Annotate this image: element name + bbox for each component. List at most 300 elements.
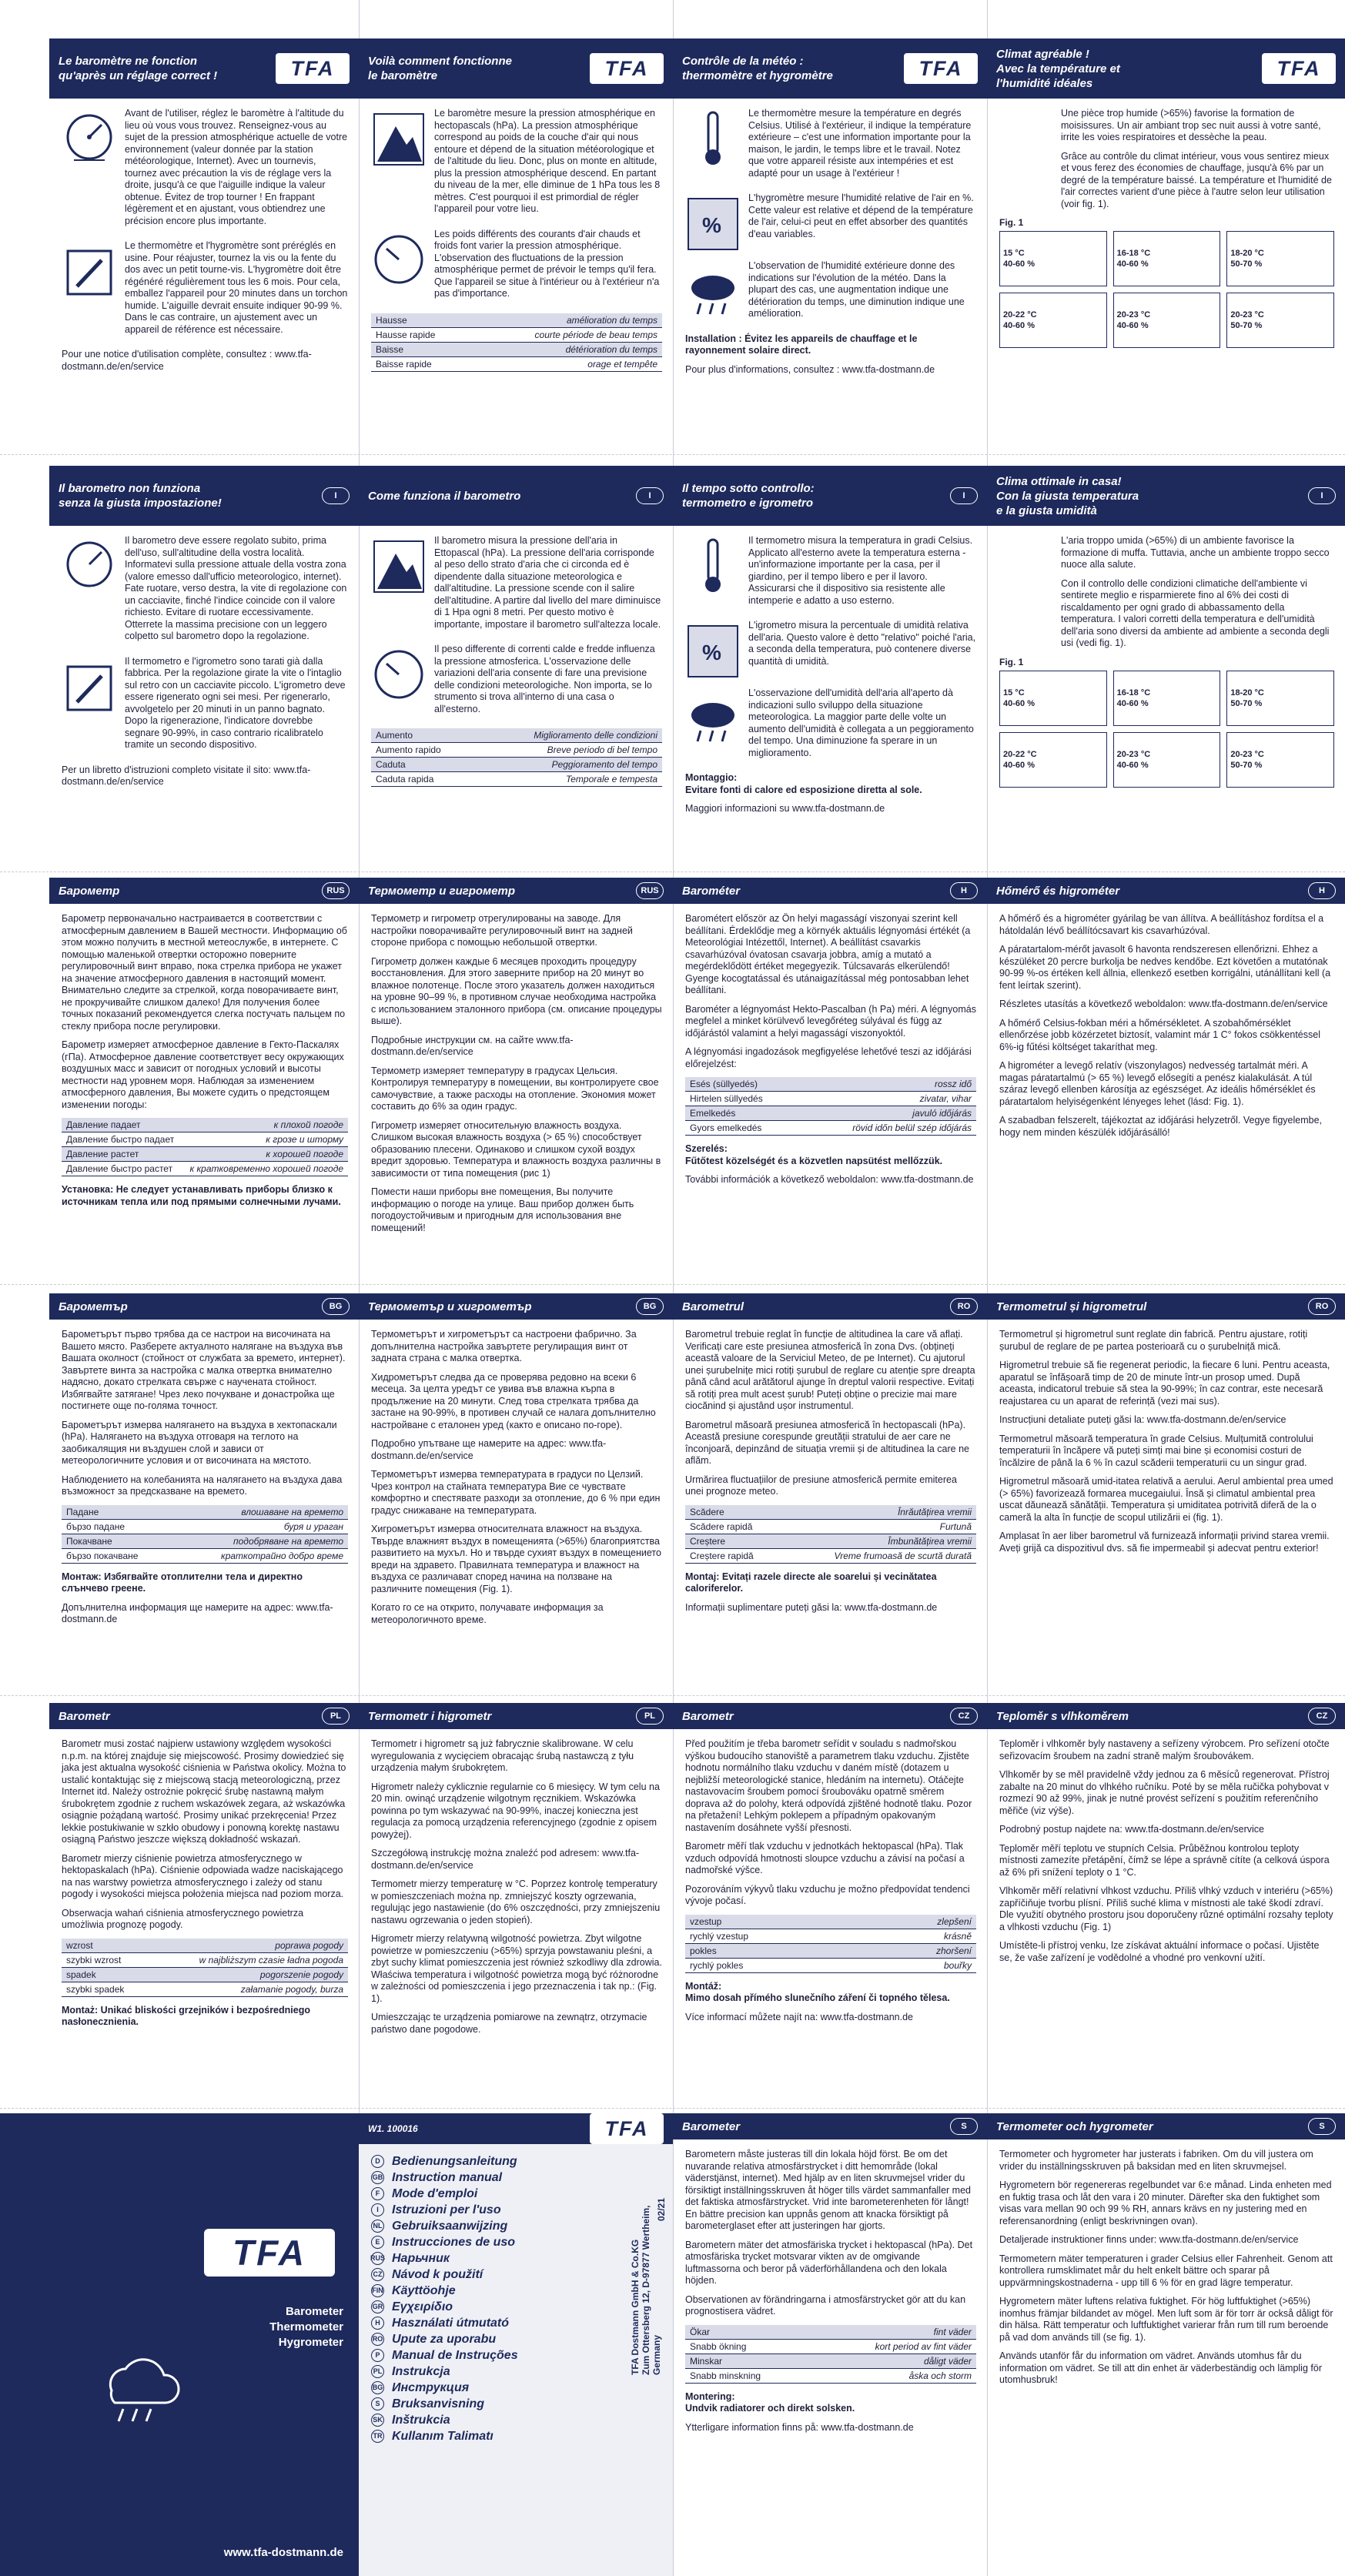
panel-it-2 [359,466,673,866]
paragraph: Hygrometern mäter luftens relativa fuktighet. För hög luftfuktighet (>65%) inomhus främjar bildandet av mögel. Men luft som är för torr är också dåligt för din hälsa. Rätt temperatur och luftfuktighet varierar från rum till rum beroende på vad dom används till (se fig. 1). [999,2296,1333,2343]
paragraph: Barometr mierzy ciśnienie powietrza atmosferycznego w hektopaskalach (hPa). Ciśnienie odpowiada wadze naciskającego na nas warstwy powietrza atmosferycznego i zależy od stanu pogody i wysokości miejsca położenia miejsca nad poziom morza. [62,1852,344,1899]
paragraph: Barometern mäter det atmosfäriska trycket i hektopascal (hPa). Det atmosfäriska trycket motsvarar vikten av de omgivande luftmassorna och beror på väderförhållandena och den lokala höjden. [685,2239,973,2286]
table-row: rychlý vzestup krásně [685,1929,976,1943]
paragraph: Barometr musi zostać najpierw ustawiony względem wysokości n.p.m. na której znajduje się miejscowość. Prosimy dowiedzieć się jaka jest aktualna wysokość ciśnienia w Państwa okolicy. Można to ustalić kontaktując się z miejscową stacją meteorologiczną, przez Internet itd. Należy ostrożnie pokręcić śrubę nastawną małym śrubokrętem zgodnie z ruchem wskazówek zegara, aż wskazówka osiągnie pożądaną wartość. Prosimy unikać przekręcenia! Przez lekkie postukiwanie w szkło obudowy i ponowną korektę nastawu osiągną Państwo jeszcze większą dokładność wskazań. [62,1738,346,1845]
paragraph: A páratartalom-mérőt javasolt 6 havonta rendszeresen ellenőrizni. Ehhez a készüléket 20 percre burkolja be nedves kendőbe. Ezt követően a mutatónak 90-99 %-os értéken kell állnia, ellenkező esetben korrigálni, utánállítani kell (a fent leírtak szerint). [999,944,1331,991]
language-badge: BG [322,1298,350,1315]
panel-title: Термометр и гигрометр [368,884,516,898]
figure-label: Fig. 1 [999,217,1024,228]
table-row: Gyors emelkedés rövid időn belül szép időjárás [685,1121,976,1136]
panel-header [359,1703,673,1729]
language-badge: I [950,487,978,504]
language-badge: RO [1308,1298,1336,1315]
paragraph: Гигрометр измеряет относительную влажность воздуха. Слишком высокая влажность воздуха (> 65 %) способствует образованию плесени. Одинаково и слишком сухой воздух вредит здоровью. Температура и влажность воздуха различны в зависимости от типа помещения (рис 1) [371,1119,661,1179]
table-row: Scădere Înrăutățirea vremii [685,1505,976,1520]
paragraph: Instrucțiuni detaliate puteți găsi la: www.tfa-dostmann.de/en/service [999,1414,1286,1425]
paragraph: Con il controllo delle condizioni climatiche dell'ambiente vi sentirete meglio e risparmierete fino al 6% dei costi di riscaldamento per ogni grado di abbassamento della temperatura. I valori corretti della temperatura e dell'umidità dell'aria sono diversi da ambiente ad ambiente a seconda degli usi (vedi fig. 1). [1061,577,1330,648]
paragraph: L'osservazione dell'umidità dell'aria all'aperto dà indicazioni sullo sviluppo della situazione meteorologica. La maggior parte delle volte un aumento dell'umidità è collegata a un peggioramento del tempo. Una diminuzione fa sperare in un miglioramento. [748,687,974,758]
paragraph: Pour une notice d'utilisation complète, consultez : www.tfa-dostmann.de/en/service [62,349,312,372]
paragraph: Higrometr należy cyklicznie regularnie co 6 miesięcy. W tym celu na 20 min. owinąć urządzenie wilgotnym ręcznikiem. Wskazówka powinna po tym wskazywać na 90-99%, inaczej konieczna jest regulacja za pomocą urządzenia referencyjnego (zgodnie z opisem powyżej). [371,1781,660,1840]
table-row: Snabb ökning kort period av fint väder [685,2339,976,2354]
tfa-logo: TFA [1262,53,1336,84]
paragraph: Barometr měří tlak vzduchu v jednotkách hektopascal (hPa). Tlak vzduch odpovídá hmotnosti sloupce vzduchu a závisí na počasí a nadmořské výšce. [685,1841,965,1875]
panel-pl-2 [359,1703,673,2103]
product-name: Barometer [285,2305,343,2318]
panel-ro-1 [673,1293,987,1694]
pressure-table [371,728,662,787]
table-row: wzrost poprawa pogody [62,1939,348,1953]
paragraph: Il barometro misura la pressione dell'aria in Ettopascal (hPa). La pressione dell'aria corrisponde al peso dello strato d'aria che ci circonda ed è dipendente dalla situazione meteorologica e dall'altitudine. La pressione scende con il salire dell'altitudine. A partire dal livello del mare diminuisce di 1 Hpa ogni 8 metri. Per questo motivo è importante, impostare il barometro sull'altezza locale. [434,535,661,630]
paragraph: Le baromètre mesure la pression atmosphérique en hectopascals (hPa). La pression atmosphérique correspond au poids de la couche d'air qui nous entoure et dépend de la situation météorologique et de l'altitude du lieu. Donc, plus on monte en altitude, plus la pression atmosphérique descend. En partant du niveau de la mer, elle diminue de 1 hPa tous les 8 mètres. C'est pourquoi il est primordial de régler l'appareil pour votre lieu. [434,108,661,214]
pressure-table [685,1077,976,1136]
panel-header [359,878,673,904]
table-row: Давление быстро растет к кратковременно хорошей погоде [62,1162,348,1176]
list-item: S Bruksanvisning [371,2396,662,2412]
paragraph: A hőmérő és a higrométer gyárilag be van állítva. A beállításhoz fordítsa el a hátoldalán lévő beállítócsavart kis csavarhúzóval. [999,913,1324,936]
paragraph: Vlhkoměr by se měl pravidelně vždy jednou za 6 měsíců regenerovat. Přístroj zabalte na 20 minut do vlhkého ručníku. Poté by se měla ručička pohybovat v rozmezí 90 až 99%, jinak je nutné provést seřízení s použitím referenčního měřiče (viz výše). [999,1769,1330,1816]
paragraph: Termometr mierzy temperaturę w °C. Poprzez kontrolę temperatury w pomieszczeniach można np. zmniejszyć koszty ogrzewania, regulując jego nastawienie (do 6% oszczędności, przy zmniejszeniu nastawu ogrzewania o jeden stopień). [371,1878,661,1925]
list-item: PL Instrukcja [371,2364,662,2380]
pressure-table [685,1915,976,1973]
gauge-icon [371,229,427,290]
paragraph: Vlhkoměr měří relativní vlhkost vzduchu. Příliš vlhký vzduch v interiéru (>65%) zapříčiňuje tvorbu plísní. Příliš suché klima v místnosti ale také škodí zdraví. Dle využití obytného prostoru jsou doporučeny různé optimální rozsahy teploty a vlhkosti vzduchu (Fig. 1) [999,1885,1333,1932]
paragraph: Installation : Évitez les appareils de chauffage et le rayonnement solaire direct. [685,333,918,356]
paragraph: Szerelés: Fűtőtest közelségét és a közvetlen napsütést mellőzzük. [685,1143,943,1166]
cut-line [0,1695,1345,1696]
panel-se-2 [987,2113,1345,2576]
paragraph: Termometer och hygrometer har justerats i fabriken. Om du vill justera om vrider du inställningsskruven på baksidan med en liten skruvmejsel. [999,2149,1313,2172]
barometer-icon [62,535,117,597]
figure-cell: 15 °C 40-60 % [999,671,1107,726]
panel-title: Termometr i higrometr [368,1709,492,1723]
paragraph: Montaggio: Evitare fonti di calore ed esposizione diretta al sole. [685,772,922,795]
panel-se-1 [673,2113,987,2576]
paragraph: Montaż: Unikać bliskości grzejników i bezpośredniego nasłonecznienia. [62,2004,310,2027]
panel-title: Barometr [59,1709,110,1723]
table-row: Esés (süllyedés) rossz idő [685,1077,976,1092]
paragraph: Подробно упътване ще намерите на адрес: www.tfa-dostmann.de/en/service [371,1438,607,1461]
paragraph: Montering: Undvik radiatorer och direkt solsken. [685,2390,855,2414]
panel-fr-1 [49,38,359,439]
language-badge: RUS [636,882,664,899]
paragraph: Помести наши приборы вне помещения, Вы получите информацию о погоде на улице. Ваш прибор должен быть погодоустойчивым и пригодным для использования вне помещений! [371,1186,634,1233]
product-name: Hygrometer [278,2336,343,2349]
panel-header [359,38,673,99]
cloud-icon [685,260,741,322]
figure-cell: 20-23 °C 40-60 % [1113,293,1221,348]
table-row: Hirtelen süllyedés zivatar, vihar [685,1092,976,1106]
paragraph: A szabadban felszerelt, tájékoztat az időjárási helyzetről. Vegye figyelembe, hogy nem minden készülék időjárásálló! [999,1115,1322,1138]
table-row: Hausse amélioration du temps [371,313,662,328]
panel-title: Come funziona il barometro [368,489,521,503]
panel-title: Barométer [682,884,741,898]
language-badge: I [636,487,664,504]
panel-title: Il tempo sotto controllo: termometro e igrometro [682,482,815,510]
figure-cell: 18-20 °C 50-70 % [1226,671,1334,726]
figure-cell: 20-23 °C 40-60 % [1113,732,1221,788]
paragraph: Монтаж: Избягвайте отоплителни тела и директно слънчево греене. [62,1571,303,1594]
cloud-icon [685,687,741,749]
table-row: Baisse rapide orage et tempête [371,356,662,371]
list-item: F Mode d'emploi [371,2186,662,2202]
language-badge: PL [636,1708,664,1725]
humidity-icon [685,620,741,681]
svg-text:%: % [702,213,721,237]
paragraph: L'hygromètre mesure l'humidité relative de l'air en %. Cette valeur est relative et dépend de la température de l'air, celui-ci peut en effet absorber des quantités d'eau variables. [748,192,974,239]
paragraph: Le thermomètre mesure la température en degrés Celsius. Utilisé à l'extérieur, il indique la température extérieure – c'est une information importante pour la maison, le jardin, le temps libre et le travail. Notez que votre appareil résiste aux intempéries et est adapté pour un usage à l'extérieur ! [748,108,972,179]
panel-header [49,878,359,904]
paragraph: Термометърът и хигрометърът са настроени фабрично. За допълнителна настройка завъртете регулиращия винт от задната страна с малка отвертка. [371,1329,637,1363]
screwdriver-icon [62,240,117,302]
paragraph: Pour plus d'informations, consultez : www.tfa-dostmann.de [685,363,935,375]
list-item: I Istruzioni per l'uso [371,2202,662,2218]
paragraph: Когато го се на открито, получавате информация за метеорологичното време. [371,1602,604,1625]
table-row: pokles zhoršení [685,1943,976,1958]
table-row: Давление растет к хорошей погоде [62,1147,348,1162]
paragraph: Barometern måste justeras till din lokala höjd först. Be om det nuvarande relativa atmosfärstrycket i ditt hemområde (lokal väderstjänst, internet). Med hjälp av en liten skruvmejsel vrider du försiktigt inställningsskruven åt höger tills värdet sammanfaller med det faktiska atmosfärstrycket. Vrid inte barometerenheten för långt! En bättre precision kan uppnås genom att knacka försiktigt på barometerglaset efter att justeringen har gjorts. [685,2149,971,2231]
list-item: BG Инструкция [372,2381,470,2394]
panel-header [673,1293,987,1320]
figure-cell: 20-22 °C 40-60 % [999,293,1107,348]
paragraph: Umístěte-li přístroj venku, lze získávat aktuální informace o počasí. Ujistěte se, že vaše zařízení je vodědolné a vhodné pro venkovní užití. [999,1940,1320,1963]
figure-cell: 20-23 °C 50-70 % [1226,293,1334,348]
panel-header [49,466,359,526]
panel-header [987,878,1345,904]
paragraph: Montáž: Mimo dosah přímého slunečního záření či topného tělesa. [685,1980,950,2003]
product-list [269,2304,343,2350]
panel-cz-1 [673,1703,987,2103]
list-item: SK Inštrukcia [371,2412,662,2428]
paragraph: Används utanför får du information om vädret. Används utomhus får du information om vädret. Se till att din enhet är väderbeständig och lämplig för utomhusbruk! [999,2350,1322,2385]
website-url: www.tfa-dostmann.de [223,2546,343,2559]
table-row: Давление падает к плохой погоде [62,1118,348,1132]
language-badge: S [1308,2118,1336,2135]
paragraph: Подробные инструкции см. на сайте www.tfa-dostmann.de/en/service [371,1034,574,1057]
mountain-icon [371,108,427,169]
table-row: szybki wzrost w najbliższym czasie ładna pogoda [62,1952,348,1967]
panel-h-2 [987,878,1345,1278]
panel-header [987,2113,1345,2139]
panel-header [359,466,673,526]
panel-header [673,878,987,904]
paragraph: Barométert először az Ön helyi magasságí viszonyai szerint kell beállítani. Érdeklődje meg a környék aktuális légnyomási értékét (a Meteorológiai Intézettől, Internet). A beállítást csavarkis csavarhúzóval óvatosan csavarja jobbra, amíg a mutató a megérdeklődött értéket megegyezik. Túlcsavarás elkerülendő! Gyenge kocogtatással és utánaigazítással még pontosabban lehet beállítani. [685,913,971,995]
panel-title: Barometer [682,2119,741,2133]
language-badge: I [322,487,350,504]
paragraph: Hygrometern bör regenereras regelbundet var 6:e månad. Linda enheten med en fuktig trasa och låt den vara i 20 minuter. Därefter ska den fuktighet som visas vara mellan 90 och 99 % RH, annars krävs en ny justering med en referensanordning (enligt beskrivningen ovan). [999,2180,1332,2226]
tfa-logo: TFA [276,53,350,84]
language-badge: BG [636,1298,664,1315]
tfa-logo: TFA [590,2113,664,2144]
pressure-table [62,1939,348,1997]
panel-it-1 [49,466,359,866]
paragraph: L'igrometro misura la percentuale di umidità relativa dell'aria. Questo valore è detto "relativo" poiché l'aria, a seconda della temperatura, può contenere diverse quantità di umidità. [748,620,976,667]
list-item: CZ Návod k použití [371,2267,662,2283]
paragraph: Per un libretto d'istruzioni completo visitate il sito: www.tfa-dostmann.de/en/service [62,764,311,787]
list-item: E Instrucciones de uso [371,2234,662,2250]
paragraph: Термометр и гигрометр отрегулированы на заводе. Для настройки поворачивайте регулировочный винт на задней стороне прибора с помощью небольшой отвертки. [371,913,633,948]
paragraph: Před použitím je třeba barometr seřídit v souladu s nadmořskou výškou budoucího stanoviště a parametrem tlaku vzduchu. Zjistěte hodnotu normálního tlaku vzduchu v daném místě (dotazem u nejbližší meteorologické stanice, hledáním na internetu). Otáčejte nastavovacím šroubem pomocí šroubováku opatrně směrem doprava až do polohy, která odpovídá zjištěné hodnotě tlaku. Pozor na přetažení! Lehkým poklepem a případným opakovaným nastavením dosáhnete vyšší přesnosti. [685,1738,972,1833]
paragraph: Higrometrul măsoară umid-itatea relativă a aerului. Aerul ambiental prea umed (> 65%) favorizează formarea mucegaiului. Însă și climatul ambiental prea uscat dăunează sănătății. Temperatura și umiditatea potrivită diferă de la o cameră la alta în funcție de scopul utilizării ei (fig. 1). [999,1476,1333,1523]
list-item: NL Gebruiksaanwijzing [371,2218,662,2234]
table-row: Snabb minskning åska och storm [685,2368,976,2383]
paragraph: Барометърът измерва налягането на въздуха в хектопаскали (hPa). Налягането на въздуха отговаря на теглото на заобикалящия ни въздушен слой и зависи от метеорологичните условия и от височината на мястото. [62,1419,337,1466]
list-item: RUS Нaрьчник [370,2252,450,2265]
paragraph: Барометр измеряет атмосферное давление в Гекто-Паскалях (гПа). Атмосферное давление соответствует весу окружающих воздушных масс и зависит от погодных условий и высоты местности над уровнем моря. Наблюдая за изменением атмосферного давления, Вы можете судить о предстоящем изменении погоды: [62,1039,344,1110]
paragraph: Termometr i higrometr są już fabrycznie skalibrowane. W celu wyregulowania z wycięciem obracając śrubą nastawczą z tyłu urządzenia małym śrubokrętem. [371,1738,634,1773]
paragraph: Podrobný postup najdete na: www.tfa-dostmann.de/en/service [999,1824,1264,1835]
language-badge: CZ [950,1708,978,1725]
panel-title: Climat agréable ! Avec la température et l'humidité idéales [996,47,1120,90]
paragraph: Termometrul măsoară temperatura în grade Celsius. Mulțumită controlului temperaturii în încăpere vă puteți simți mai bine și economisi costuri de încălzire de până la 6 % în cazul scăderii temperaturii cu un singur grad. [999,1433,1313,1468]
language-badge: S [950,2118,978,2135]
paragraph: Teploměr i vlhkoměr byly nastaveny a seřízeny výrobcem. Pro seřízení otočte seřizovacím šroubem na zadní straně malým šroubovákem. [999,1738,1330,1761]
figure-cell: 18-20 °C 50-70 % [1226,231,1334,286]
list-item: P Manual de Instruções [371,2347,662,2364]
panel-title: Hőmérő és higrométer [996,884,1120,898]
paragraph: Více informací můžete najít na: www.tfa-dostmann.de [685,2011,913,2022]
paragraph: Szczegółową instrukcję można znaleźć pod adresem: www.tfa-dostmann.de/en/service [371,1848,640,1871]
language-badge: CZ [1308,1708,1336,1725]
paragraph: Термометърът измерва температурата в градуси по Целзий. Чрез контрол на стайната температура Вие се чувствате комфортно и спестявате разходи за отопление, до 6 % при един градус снижаване на температурата. [371,1469,661,1516]
panel-title: Termometer och hygrometer [996,2119,1153,2133]
gauge-icon [371,644,427,705]
language-badge: H [1308,882,1336,899]
panel-header [673,38,987,99]
table-row: Aumento rapido Breve periodo di bel tempo [371,743,662,758]
figure-cell: 20-23 °C 50-70 % [1226,732,1334,788]
barometer-icon [62,108,117,169]
table-row: Падане влошаване на времето [62,1505,348,1520]
paragraph: Higrometr mierzy relatywną wilgotność powietrza. Zbyt wilgotne powietrze w pomieszczeniu (>65%) sprzyja powstawaniu pleśni, a zbyt suchy klimat pomieszczenia jest również szkodliwy dla zdrowia. Właściwa temperatura i wilgotność powietrza mogą być różnorodne w zależności od pomieszczenia i jego przeznaczenia i tak np.: (Fig. 1). [371,1933,662,2004]
list-item: D Bedienungsanleitung [371,2153,662,2170]
paragraph: Il termometro e l'igrometro sono tarati già dalla fabbrica. Per la regolazione girate la vite o l'intaglio sul retro con un cacciavite piccolo. L'igrometro deve essere rigenerato ogni sei mesi. Per rigenerarlo, avvolgetelo per 20 minuti in un panno bagnato. Dopo la rigenerazione, l'indicatore dovrebbe segnare 90-99%, in caso contrario ricalibratelo tramite un secondo dispositivo. [125,655,346,750]
panel-fr-4 [987,38,1345,439]
paragraph: Urmărirea fluctuațiilor de presiune atmosferică permite emiterea unei prognoze meteo. [685,1474,957,1497]
panel-ro-2 [987,1293,1345,1694]
table-row: бързо падане буря и ураган [62,1519,348,1534]
table-row: Minskar dåligt väder [685,2354,976,2368]
paragraph: Termometrul și higrometrul sunt reglate din fabrică. Pentru ajustare, rotiți șurubul de reglare de pe partea posterioară cu o șurubelniță mică. [999,1329,1308,1352]
print-date: 02/21 [656,2197,667,2221]
paragraph: Barometrul trebuie reglat în funcție de altitudinea la care vă aflați. Verificați care este presiunea atmosferică în zona Dvs. (obțineți această valoare de la Serviciul Meteo, de pe Internet). Cu ajutorul unei șurubelnițe mici rotiți șurubul de reglare cu atenție spre dreapta până când acul arătătorul ajunge în dreptul valorii respective. Evitați să rotiți prea mult acest șurub! Puteți obține o precizie mai mare ciocănind și ajustând ușor instrumentul. [685,1329,975,1411]
pressure-table [685,1505,976,1564]
table-row: Давление быстро падает к грозе и шторму [62,1132,348,1147]
paragraph: A higrométer a levegő relatív (viszonylagos) nedvesség tartalmát méri. A magas páratartalmú (> 65 %) levegő elősegíti a penész kialakulását. A túl száraz levegő ellenben károsítja az egészséget. Az ideális hőmérséklet és páratartalom helyiségenként lényeges lehet (lásd: Fig. 1). [999,1060,1316,1107]
company-address: TFA Dostmann GmbH & Co.KG Zum Ottersberg 12, D-97877 Wertheim, Germany [630,2205,662,2375]
table-row: szybki spadek załamanie pogody, burza [62,1982,348,1996]
paragraph: További információk a következő weboldalon: www.tfa-dostmann.de [685,1174,974,1185]
panel-title: Barometrul [682,1300,744,1313]
panel-title: Il barometro non funziona senza la giusta impostazione! [59,482,222,510]
figure-cell: 20-22 °C 40-60 % [999,732,1107,788]
table-row: бързо покачване краткотрайно добро време [62,1548,348,1563]
paragraph: Observationen av förändringarna i atmosfärstrycket gör att du kan prognostisera vädret. [685,2293,966,2317]
panel-title: Teploměr s vlhkoměrem [996,1709,1129,1723]
cover-panel [0,2113,359,2576]
panel-title: Термометър и хигрометър [368,1300,532,1313]
svg-text:%: % [702,641,721,664]
paragraph: Pozorováním výkyvů tlaku vzduchu je možno předpovídat tendenci vývoje počasí. [685,1883,970,1906]
list-item: GB Instruction manual [372,2171,503,2184]
language-badge: PL [322,1708,350,1725]
paragraph: Il barometro deve essere regolato subito, prima dell'uso, sull'altitudine della vostra località. Informatevi sulla pressione attuale della vostra zona (valore emesso dall'ufficio meteorologico, internet). Fate ruotare, verso destra, la vite di regolazione con un cacciavite, finché l'indice coincide con il valore richiesto. Evitare di ruotare eccessivamente. Otterrete la massima precisione con un leggero colpetto sul barometro dopo la regolazione. [125,535,347,641]
paragraph: Részletes utasítás a következő weboldalon: www.tfa-dostmann.de/en/service [999,999,1328,1009]
panel-title: Le baromètre ne fonction qu'après un réglage correct ! [59,55,218,82]
thermometer-icon [685,535,741,597]
paragraph: Барометърът първо трябва да се настрои на височината на Вашето място. Разберете актуалното налягане на въздуха във Вашата околност (стойност от службата за времето, интернет). Завъртете винта за настройка с малка отвертка внимателно надясно, докато стрелката свърже с научената стойност. Избягвайте затягане! Чрез леко почукване и донастройка ще постигнете още по-голяма точност. [62,1329,346,1411]
panel-h-1 [673,878,987,1278]
panel-title: Voilà comment fonctionne le baromètre [368,55,512,82]
table-row: Покачване подобряване на времето [62,1534,348,1548]
panel-header [359,1293,673,1320]
panel-title: Contrôle de la météo : thermomètre et hygromètre [682,55,833,82]
table-row: Hausse rapide courte période de beau temps [371,327,662,342]
panel-ru-1 [49,878,359,1278]
cut-line [0,454,1345,455]
table-row: Baisse détérioration du temps [371,342,662,356]
figure-cell: 15 °C 40-60 % [999,231,1107,286]
tfa-logo: TFA [204,2229,335,2277]
panel-bg-2 [359,1293,673,1694]
cut-line [0,1284,1345,1285]
pressure-table [62,1118,348,1176]
panel-title: Clima ottimale in casa! Con la giusta temperatura e la giusta umidità [996,474,1139,517]
language-list [371,2153,662,2444]
cut-line [0,871,1345,872]
paragraph: Termometern mäter temperaturen i grader Celsius eller Fahrenheit. Genom att kontrollera rumsklimatet mår du helt enkelt bättre och sparar på uppvärmningskostnaderna - upp till 6 % för en grad lägre temperatur. [999,2253,1333,2288]
panel-header [673,2113,987,2139]
paragraph: Ytterligare information finns på: www.tfa-dostmann.de [685,2421,914,2433]
panel-title: Barometr [682,1709,734,1723]
language-badge: RO [950,1298,978,1315]
paragraph: Допълнителна информация ще намерите на адрес: www.tfa-dostmann.de [62,1601,333,1624]
mountain-icon [371,535,427,597]
language-badge: I [1308,487,1336,504]
table-row: Scădere rapidă Furtună [685,1519,976,1534]
table-row: Aumento Miglioramento delle condizioni [371,728,662,743]
language-index-panel [359,2113,673,2576]
article-code: W1. 100016 [368,2123,418,2134]
figure-cell: 16-18 °C 40-60 % [1113,231,1221,286]
thermometer-icon [685,108,741,169]
table-row: Caduta rapida Temporale e tempesta [371,772,662,787]
panel-header [49,38,359,99]
panel-header [359,2113,673,2144]
paragraph: L'aria troppo umida (>65%) di un ambiente favorisce la formazione di muffa. Tuttavia, anche un ambiente troppo secco nuoce alla salute. [1061,535,1330,570]
paragraph: Amplasat în aer liber barometrul vă furnizează informații privind starea vremii. Aveți grijă ca dispozitivul dvs. să fie impermeabil și adecvat pentru exterior! [999,1531,1330,1554]
paragraph: A hőmérő Celsius-fokban méri a hőmérsékletet. A szobahőmérséklet ellenőrzése jobb közérzetet biztosít, valamint már 1 C° fokos csökkentéssel 6%-ig fűtési költséget takaríthat meg. [999,1017,1320,1052]
panel-it-4 [987,466,1345,866]
table-row: spadek pogorszenie pogody [62,1967,348,1982]
panel-bg-1 [49,1293,359,1694]
language-badge: H [950,882,978,899]
panel-header [987,1703,1345,1729]
figure-label: Fig. 1 [999,656,1024,667]
pressure-table [685,2325,976,2384]
paragraph: Il peso differente di correnti calde e fredde influenza la pressione atmosferica. L'osservazione delle variazioni dell'aria consente di fare una previsione delle condizioni meteorologiche. Non importa, se lo strumento si trova all'interno di una casa o all'esterno. [434,644,655,714]
paragraph: Хидрометърът следва да се проверява редовно на всеки 6 месеца. За целта уредът се увива във влажна кърпа в продължение на 20 минути. След това стрелката трябва да застане на 90-99%, в противен случай се налага допълнително настройване с еталонен уред (както е описано по-горе). [371,1371,656,1430]
paragraph: Хигрометърът измерва относителната влажност на въздуха. Твърде влажният въздух в помещенията (>65%) благоприятства развитието на мухъл. Но и твърде сухият въздух в помещението вреди на здравето. Правилната температура и влажност на въздуха се различават според начина на ползване на различните помещения (Fig. 1). [371,1524,661,1594]
paragraph: Le thermomètre et l'hygromètre sont préréglés en usine. Pour réajuster, tournez la vis ou la fente du dos avec un petit tourne-vis. L'hygromètre doit être régénéré régulièrement tous les 6 mois. Pour cela, emballez l'appareil pour 20 minutes dans un torchon humide. L'aiguille devrait ensuite indiquer 90-99 %. Dans le cas contraire, un ajustement avec un appareil de référence est nécessaire. [125,240,348,335]
panel-title: Termometrul și higrometrul [996,1300,1147,1313]
panel-header [987,466,1345,526]
panel-fr-3 [673,38,987,439]
paragraph: Avant de l'utiliser, réglez le baromètre à l'altitude du lieu où vous vous trouvez. Renseignez-vous au sujet de la pression atmosphérique actuelle de votre environnement (valeur donnée par la station météorologique, Internet). Avec un tournevis, tournez avec précaution la vis de réglage vers la droite, jusqu'à ce que l'aiguille indique la valeur obtenue. Évitez de trop tourner ! En frappant légèrement et en ajustant, vous obtiendrez une précision encore plus importante. [125,108,348,226]
paragraph: Термометр измеряет температуру в градусах Цельсия. Контролируя температуру в помещении, вы контролируете свое самочувствие, а также расходы на отопление. Экономия может составить до 6% за один градус. [371,1065,659,1112]
panel-header [987,38,1345,99]
table-row: vzestup zlepšení [685,1915,976,1929]
table-row: Emelkedés javuló időjárás [685,1106,976,1121]
panel-header [49,1703,359,1729]
paragraph: Montaj: Evitați razele directe ale soarelui și vecinătatea caloriferelor. [685,1571,937,1594]
panel-ru-2 [359,878,673,1278]
panel-pl-1 [49,1703,359,2103]
paragraph: Une pièce trop humide (>65%) favorise la formation de moisissures. Un air ambiant trop sec nuit aussi à votre santé, irrite les voies respiratoires et dessèche la peau. [1061,108,1321,142]
paragraph: Les poids différents des courants d'air chauds et froids font varier la pression atmosphérique. L'observation des fluctuations de la pression atmosphérique permet de prévoir le temps qu'il fera. Que l'appareil se situe à l'intérieur ou à l'extérieur n'a pas d'importance. [434,228,660,299]
list-item: GR Εγχειρίδιο [372,2300,453,2313]
table-row: rychlý pokles bouřky [685,1958,976,1972]
table-row: Creștere Îmbunătățirea vremii [685,1534,976,1548]
language-badge: RUS [322,882,350,899]
paragraph: Grâce au contrôle du climat intérieur, vous vous sentirez mieux et vous ferez des économies de chauffage, jusqu'à 6% par un degré de la température baissé. La température et l'humidité de l'air correctes varient d'une pièce à l'autre selon leur utilisation (voir fig. 1). [1061,150,1332,209]
climate-figure [999,671,1334,788]
list-item: RO Upute za uporabu [372,2333,497,2346]
product-name: Thermometer [269,2320,343,2333]
paragraph: Teploměr měří teplotu ve stupních Celsia. Průběžnou kontrolou teploty místnosti zamezíte přetápění, čímž se lépe a správně cítíte (a celková úspora až 6% při snížení teploty o 1 °C. [999,1842,1330,1878]
paragraph: Umieszczając te urządzenia pomiarowe na zewnątrz, otrzymacie państwo dane pogodowe. [371,2012,647,2035]
paragraph: Установка: Не следует устанавливать приборы близко к источникам тепла или под прямыми солнечными лучами. [62,1184,341,1207]
paragraph: Detaljerade instruktioner finns under: www.tfa-dostmann.de/en/service [999,2234,1299,2245]
figure-cell: 16-18 °C 40-60 % [1113,671,1221,726]
paragraph: Barometrul măsoară presiunea atmosferică în hectopascali (hPa). Această presiune corespunde greutății stratului de aer care ne înconjoară, depinzând de situația vremii și de altitudinea la care ne aflăm. [685,1419,969,1466]
panel-header [673,1703,987,1729]
panel-header [987,1293,1345,1320]
paragraph: Informații suplimentare puteți găsi la: www.tfa-dostmann.de [685,1601,938,1613]
paragraph: Наблюдението на колебанията на налягането на въздуха дава възможност за предсказване на времето. [62,1474,343,1497]
table-row: Caduta Peggioramento del tempo [371,758,662,772]
humidity-icon [685,192,741,254]
paragraph: Higrometrul trebuie să fie regenerat periodic, la fiecare 6 luni. Pentru aceasta, aparatul se înfășoară timp de 20 de minute într-un prosop umed. După aceasta, indicatorul trebuie să stea la 90-99%; în caz contrar, este necesară reajustarea cu un aparat de referință (vezi mai sus). [999,1360,1330,1407]
pressure-table [62,1505,348,1564]
paragraph: Maggiori informazioni su www.tfa-dostmann.de [685,803,885,814]
list-item: FIN Käyttöohje [372,2284,456,2297]
list-item: TR Kullanım Talimatı [371,2428,662,2444]
paragraph: Barométer a légnyomást Hekto-Pascalban (h Pa) méri. A légnyomás megfelel a minket körülvevő levegőréteg súlyával és függ az időjárástól valamint a helyi magasságí viszonyoktól. [685,1003,976,1039]
cut-line [0,2108,1345,2109]
panel-cz-2 [987,1703,1345,2103]
panel-header [49,1293,359,1320]
panel-title: Барометър [59,1300,128,1313]
tfa-logo: TFA [590,53,664,84]
tfa-logo: TFA [904,53,978,84]
paragraph: Il termometro misura la temperatura in gradi Celsius. Applicato all'esterno avete la temperatura esterna - un'informazione importante per la casa, per il giardino, per il tempo libero e per il lavoro. Assicurarsi che il dispositivo sia resistente alle intemperie e adatto a uso esterno. [748,535,973,606]
panel-it-3 [673,466,987,866]
panel-title: Барометр [59,884,120,898]
screwdriver-icon [62,656,117,718]
table-row: Ökar fint väder [685,2325,976,2340]
climate-figure [999,231,1334,348]
weather-cloud-icon [92,2344,185,2429]
paragraph: Obserwacja wahań ciśnienia atmosferycznego powietrza umożliwia prognozę pogody. [62,1907,304,1930]
panel-header [673,466,987,526]
paragraph: Гигрометр должен каждые 6 месяцев проходить процедуру восстановления. Для этого заверните прибор на 20 минут во влажное полотенце. После этого указатель должен находиться на уровне 90–99 %, в противном случае необходима настройка с использованием эталонного прибора (см. описание процедуры выше). [371,955,662,1026]
panel-fr-2 [359,38,673,439]
list-item: H Használati útmutató [371,2315,662,2331]
table-row: Creștere rapidă Vreme frumoasă de scurtă durată [685,1548,976,1563]
paragraph: A légnyomási ingadozások megfigyelése lehetővé teszi az időjárási előrejelzést: [685,1046,972,1069]
paragraph: Барометр первоначально настраивается в соответствии с атмосферным давлением в Вашей местности. Информацию об этом можно получить в местной метеослужбе, в интернете. С помощью маленькой отвертки осторожно поверните регулировочный винт вправо, пока стрелка прибора не укажет на значение атмосферного давления в настоящий момент. Внимательно следите за стрелкой, когда поворачиваете винт, не прокручивайте слишком далеко! Для получения более точных показаний рекомендуется слегка постучать пальцем по стеклу прибора после регулировки. [62,913,347,1032]
pressure-table [371,313,662,372]
